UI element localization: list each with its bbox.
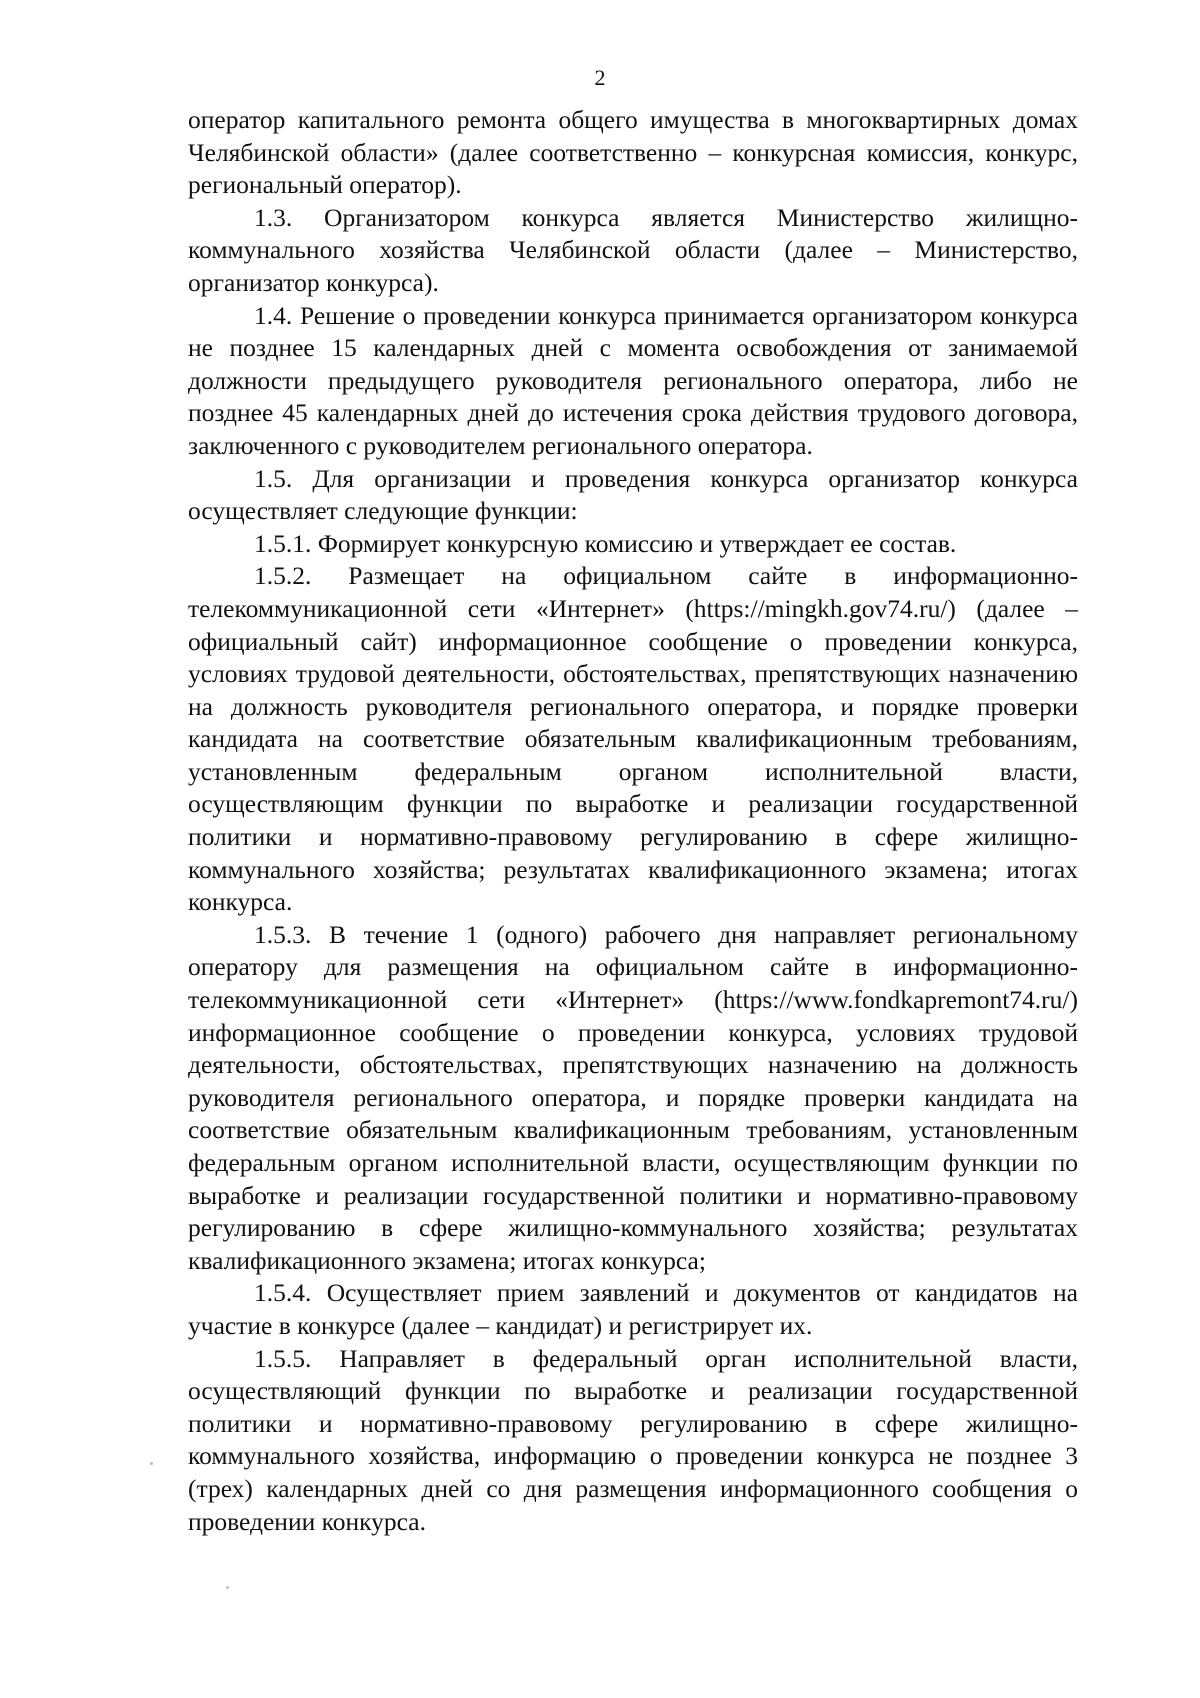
- scan-speck: [150, 1462, 153, 1465]
- paragraph-1-4: 1.4. Решение о проведении конкурса принимается организатором конкурса не позднее 15 календарных дней с момента освобождения от занимаемой должности предыдущего руководителя регионального оператора, либо не позднее 45 календарных дней до истечения срока действия трудового договора, заключенного с руководителем регионального оператора.: [188, 300, 1078, 460]
- document-body: [188, 104, 1078, 1538]
- paragraph-1-5-4: 1.5.4. Осуществляет прием заявлений и документов от кандидатов на участие в конкурсе (далее – кандидат) и регистрирует их.: [188, 1278, 1078, 1340]
- paragraph-1-5-5: 1.5.5. Направляет в федеральный орган исполнительной власти, осуществляющий функции по выработке и реализации государственной политики и нормативно-правовому регулированию в сфере жилищно-коммунального хозяйства, информацию о проведении конкурса не позднее 3 (трех) календарных дней со дня размещения информационного сообщения о проведении конкурса.: [188, 1343, 1078, 1536]
- paragraph-1-5-1: 1.5.1. Формирует конкурсную комиссию и утверждает ее состав.: [254, 528, 957, 558]
- paragraph-1-5-2: 1.5.2. Размещает на официальном сайте в информационно-телекоммуникационной сети «Интернет» (https://mingkh.gov74.ru/) (далее – официальный сайт) информационное сообщение о проведении конкурса, условиях трудовой деятельности, обстоятельствах, препятствующих назначению на должность руководителя регионального оператора, и порядке проверки кандидата на соответствие обязательным квалификационным требованиям, установленным федеральным органом исполнительной власти, осуществляющим функции по выработке и реализации государственной политики и нормативно-правовому регулированию в сфере жилищно-коммунального хозяйства; результатах квалификационного экзамена; итогах конкурса.: [188, 561, 1078, 917]
- paragraph-1-5-3: 1.5.3. В течение 1 (одного) рабочего дня направляет региональному оператору для размещения на официальном сайте в информационно-телекоммуникационной сети «Интернет» (https://www.fondkapremont74.ru/) информационное сообщение о проведении конкурса, условиях трудовой деятельности, обстоятельствах, препятствующих назначению на должность руководителя регионального оператора, и порядке проверки кандидата на соответствие обязательным квалификационным требованиям, установленным федеральным органом исполнительной власти, осуществляющим функции по выработке и реализации государственной политики и нормативно-правовому регулированию в сфере жилищно-коммунального хозяйства; результатах квалификационного экзамена; итогах конкурса;: [188, 919, 1078, 1275]
- paragraph-continuation: оператор капитального ремонта общего имущества в многоквартирных домах Челябинской области» (далее соответственно – конкурсная комиссия, конкурс, региональный оператор).: [188, 105, 1078, 200]
- scan-speck: [226, 1586, 229, 1589]
- page-number: 2: [594, 65, 606, 90]
- paragraph-1-5: 1.5. Для организации и проведения конкурса организатор конкурса осуществляет следующие функции:: [188, 463, 1078, 526]
- paragraph-1-3: 1.3. Организатором конкурса является Министерство жилищно-коммунального хозяйства Челябинской области (далее – Министерство, организатор конкурса).: [188, 202, 1078, 297]
